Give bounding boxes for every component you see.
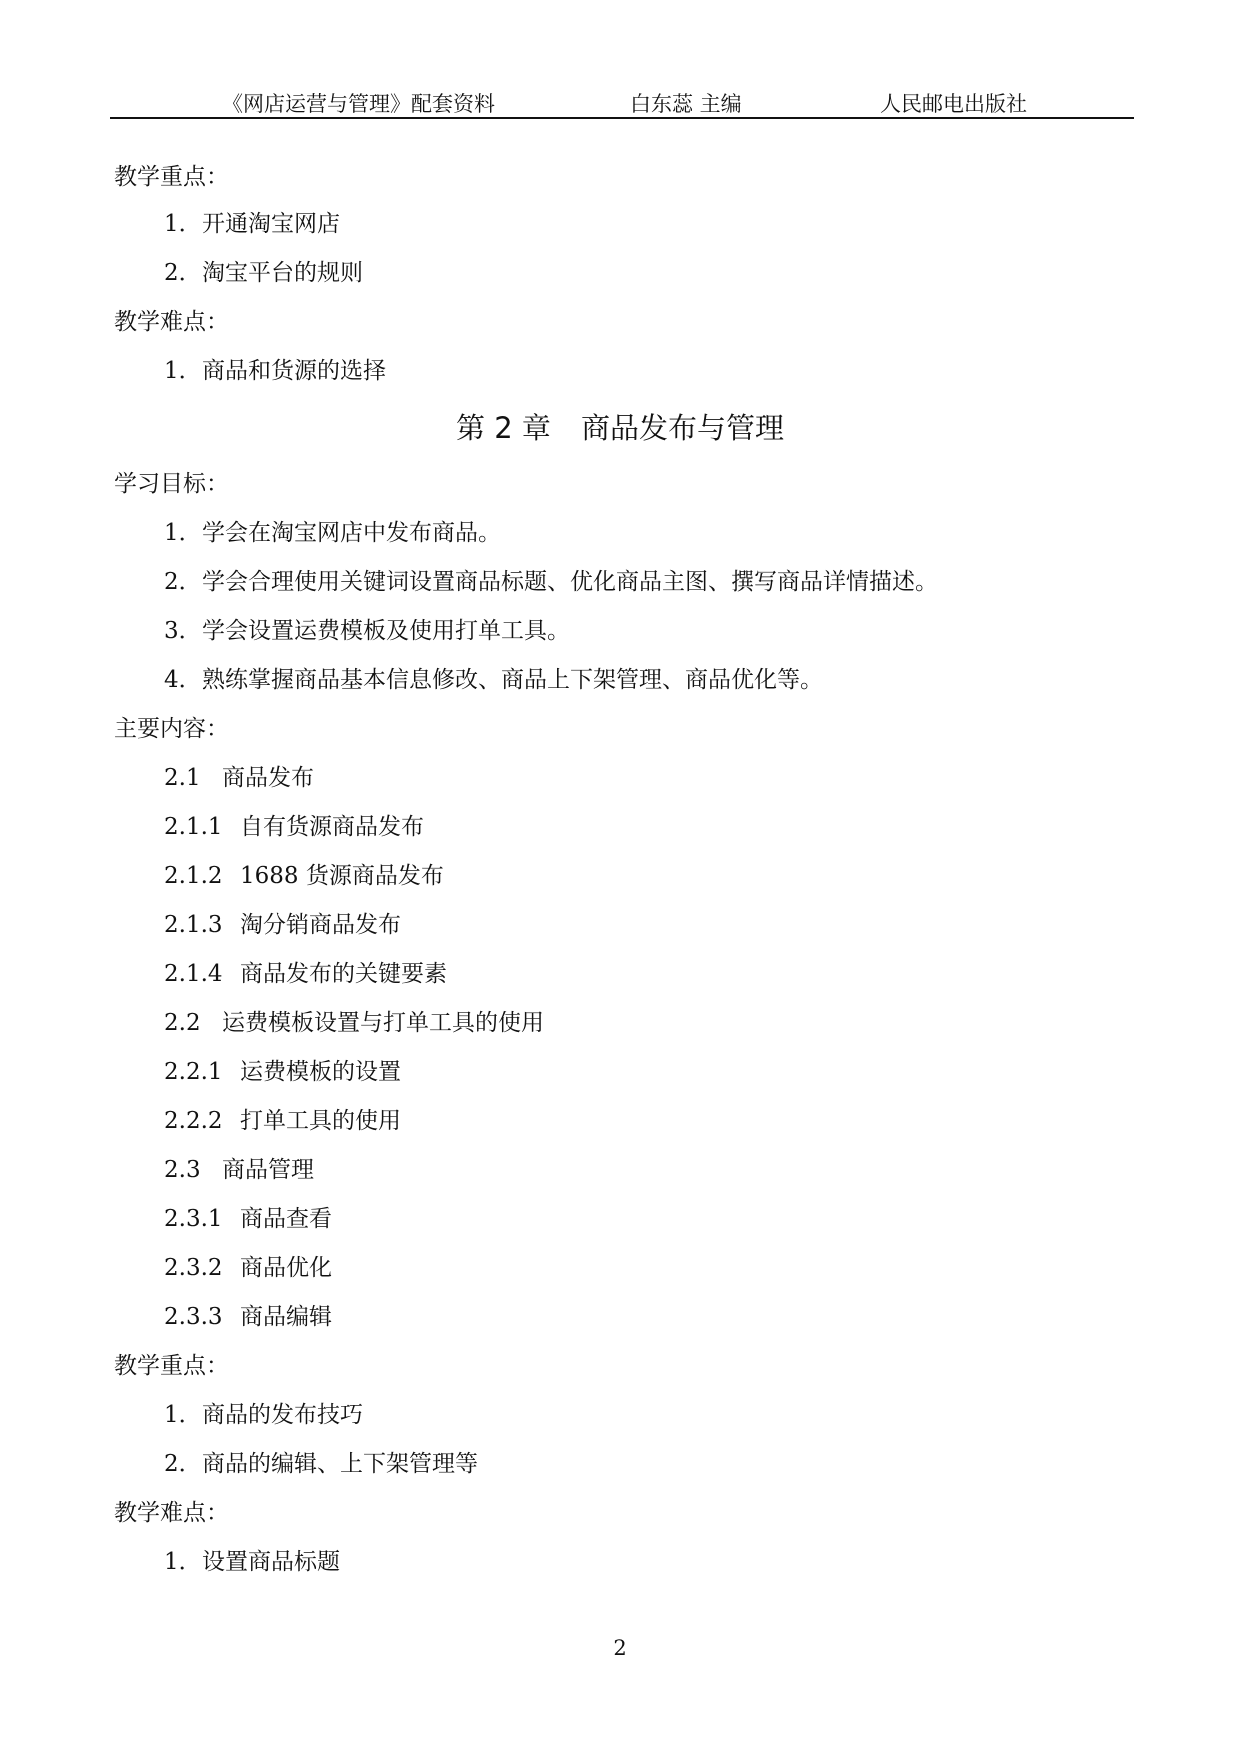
section-heading: 学习目标： — [114, 471, 229, 497]
list-item: 2．学会合理使用关键词设置商品标题、优化商品主图、撰写商品详情描述。 — [164, 569, 938, 595]
section-heading: 教学重点： — [114, 1353, 229, 1379]
header-book-title: 《网店运营与管理》配套资料 — [222, 92, 495, 116]
toc-subsection: 2.1.4 商品发布的关键要素 — [164, 961, 447, 987]
toc-subsection: 2.2.2 打单工具的使用 — [164, 1108, 401, 1134]
header-editor: 白东蕊 主编 — [630, 92, 742, 116]
toc-subsection: 2.2.1 运费模板的设置 — [164, 1059, 401, 1085]
list-item: 1．学会在淘宝网店中发布商品。 — [164, 520, 501, 546]
list-item: 4．熟练掌握商品基本信息修改、商品上下架管理、商品优化等。 — [164, 667, 823, 693]
list-item: 1．商品的发布技巧 — [164, 1402, 363, 1428]
toc-subsection: 2.3.2 商品优化 — [164, 1255, 332, 1281]
list-item: 1．设置商品标题 — [164, 1549, 340, 1575]
list-item: 1．商品和货源的选择 — [164, 358, 386, 384]
toc-subsection: 2.1.1 自有货源商品发布 — [164, 814, 424, 840]
section-heading: 教学重点： — [114, 164, 229, 190]
header-publisher: 人民邮电出版社 — [880, 92, 1027, 116]
page-number: 2 — [613, 1636, 627, 1660]
toc-subsection: 2.3.3 商品编辑 — [164, 1304, 332, 1330]
page-header — [0, 0, 1240, 120]
toc-subsection: 2.1.2 1688 货源商品发布 — [164, 863, 444, 889]
header-divider — [110, 117, 1134, 119]
toc-section: 2.2 运费模板设置与打单工具的使用 — [164, 1010, 544, 1036]
list-item: 2．商品的编辑、上下架管理等 — [164, 1451, 478, 1477]
section-heading: 教学难点： — [114, 1500, 229, 1526]
chapter-title: 第 2 章 商品发布与管理 — [456, 411, 784, 445]
toc-section: 2.1 商品发布 — [164, 765, 314, 791]
toc-section: 2.3 商品管理 — [164, 1157, 314, 1183]
toc-subsection: 2.1.3 淘分销商品发布 — [164, 912, 401, 938]
list-item: 3．学会设置运费模板及使用打单工具。 — [164, 618, 570, 644]
section-heading: 教学难点： — [114, 309, 229, 335]
toc-subsection: 2.3.1 商品查看 — [164, 1206, 332, 1232]
list-item: 2．淘宝平台的规则 — [164, 260, 363, 286]
section-heading: 主要内容： — [114, 716, 229, 742]
list-item: 1．开通淘宝网店 — [164, 211, 340, 237]
